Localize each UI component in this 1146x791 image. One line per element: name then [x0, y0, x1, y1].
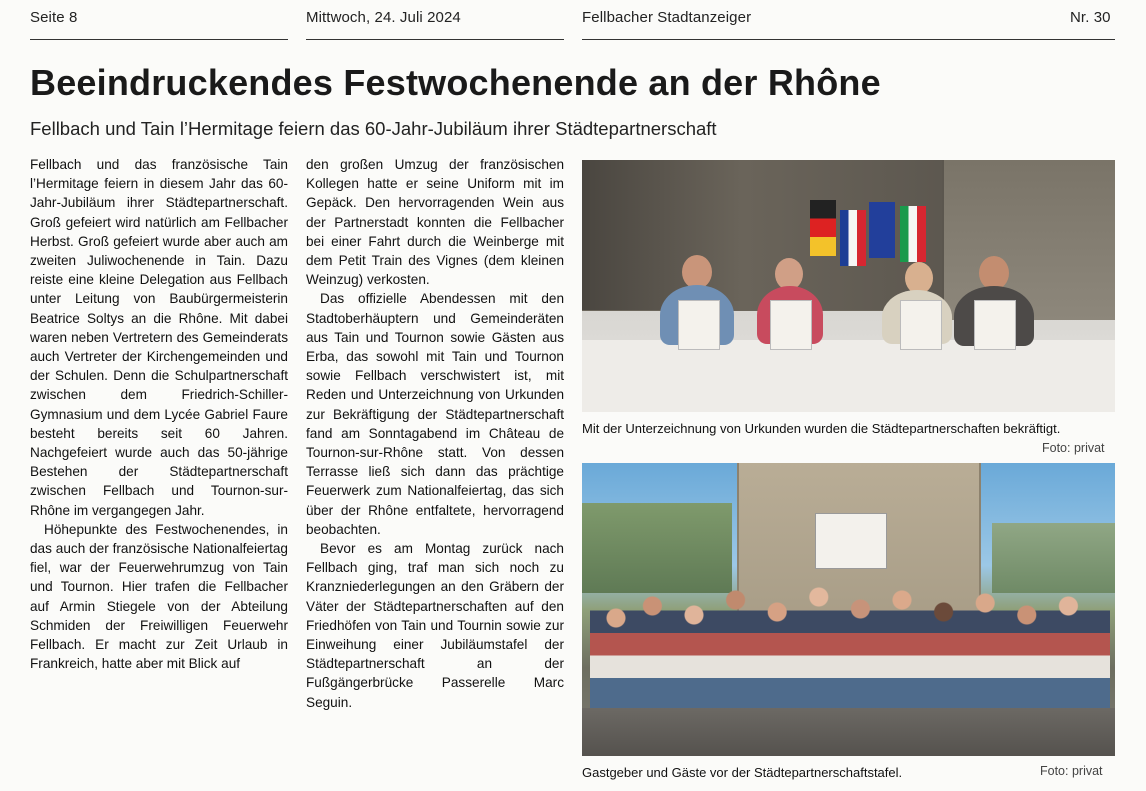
photo-1-caption: Mit der Unterzeichnung von Urkunden wurden die Städtepartnerschaften bekräftigt.: [582, 421, 1061, 436]
partnership-plaque: [815, 513, 887, 569]
header-rule-right: [582, 39, 1115, 40]
photo-group: [582, 463, 1115, 756]
issue-date: Mittwoch, 24. Juli 2024: [306, 9, 461, 26]
flag-germany-icon: [810, 200, 836, 256]
signed-document: [678, 300, 720, 350]
article-title: Beeindruckendes Festwochenende an der Rhône: [30, 62, 881, 103]
photo-signing-ceremony: [582, 160, 1115, 412]
header-rule-middle: [306, 39, 564, 40]
publication-name: Fellbacher Stadtanzeiger: [582, 9, 752, 26]
paragraph: Höhepunkte des Festwochenendes, in das auch der französische Nationalfeiertag fiel, war der Feuerwehrumzug von Tain und Tournon. Hier trafen die Fellbacher auf Armin Stiegele von der Abteilung Schmiden der Freiwilligen Feuerwehr Fellbach. Er macht zur Zeit Urlaub in Frankreich, hatte aber mit Blick auf: [30, 521, 288, 672]
signed-document: [974, 300, 1016, 350]
crowd: [590, 573, 1110, 723]
signed-document: [770, 300, 812, 350]
paragraph: den großen Umzug der französischen Kollegen hatte er seine Uniform mit im Gepäck. Den hervorragenden Wein aus der Partnerstadt konnten die Fellbacher bei einer Fahrt durch die Weinberge mit dem Petit Train des Vignes (dem kleinen Weinzug) verkosten.: [306, 157, 564, 288]
issue-number: Nr. 30: [1070, 9, 1111, 26]
article-column-2: [306, 155, 564, 712]
person-head: [682, 255, 712, 289]
article-column-1: [30, 155, 288, 673]
photo-1-credit: Foto: privat: [1042, 441, 1105, 455]
header-rule-left: [30, 39, 288, 40]
person-head: [979, 256, 1009, 290]
paragraph: Fellbach und das französische Tain l’Hermitage feiern in diesem Jahr das 60-Jahr-Jubiläum ihrer Städtepartnerschaft. Groß gefeiert wird natürlich am Fellbacher Herbst. Groß gefeiert wurde aber auch am zweiten Juliwochenende in Tain. Dazu reiste eine kleine Delegation aus Fellbach unter Leitung von Baubürgermeisterin Beatrice Soltys an die Rhône. Mit dabei waren neben Vertretern des Gemeinderats auch Vertreter der Kirchengemeinden und der Schulen. Denn die Schulpartnerschaft zwischen dem Friedrich-Schiller-Gymnasium und dem Lycée Gabriel Faure besteht bereits seit 60 Jahren. Nachgefeiert wurde auch das 50-jährige Bestehen der Städtepartnerschaft zwischen Fellbach und Tournon-sur-Rhône im vergangegen Jahr.: [30, 157, 288, 518]
photo-2-credit: Foto: privat: [1040, 764, 1103, 778]
photo-2-caption: Gastgeber und Gäste vor der Städtepartnerschaftstafel.: [582, 765, 903, 780]
paragraph: Das offizielle Abendessen mit den Stadtoberhäuptern und Gemeinderäten aus Tain und Tournon sowie Gästen aus Erba, das sowohl mit Tain und Tournon sowie Fellbach verschwistert ist, mit Reden und Unterzeichnung von Urkunden zur Bekräftigung der Städtepartnerschaft fand am Sonntagabend im Château de Tournon-sur-Rhône statt. Von dessen Terrasse ließ sich dann das prächtige Feuerwerk zum Nationalfeiertag, das sich über der Rhône entfaltete, hervorragend beobachten.: [306, 291, 564, 537]
flag-france-icon: [840, 210, 866, 266]
signed-document: [900, 300, 942, 350]
flag-eu-icon: [869, 202, 895, 258]
paragraph: Bevor es am Montag zurück nach Fellbach ging, traf man sich noch zu Kranzniederlegungen an den Gräbern der Väter der Städtepartnerschaften auf den Friedhöfen von Tain und Tournin sowie zur Einweihung einer Jubiläumstafel der Städtepartnerschaft an der Fußgängerbrücke Passerelle Marc Seguin.: [306, 541, 564, 710]
page-number: Seite 8: [30, 9, 78, 26]
flag-italy-icon: [900, 206, 926, 262]
article-subtitle: Fellbach und Tain l’Hermitage feiern das 60-Jahr-Jubiläum ihrer Städtepartnerschaft: [30, 118, 717, 139]
